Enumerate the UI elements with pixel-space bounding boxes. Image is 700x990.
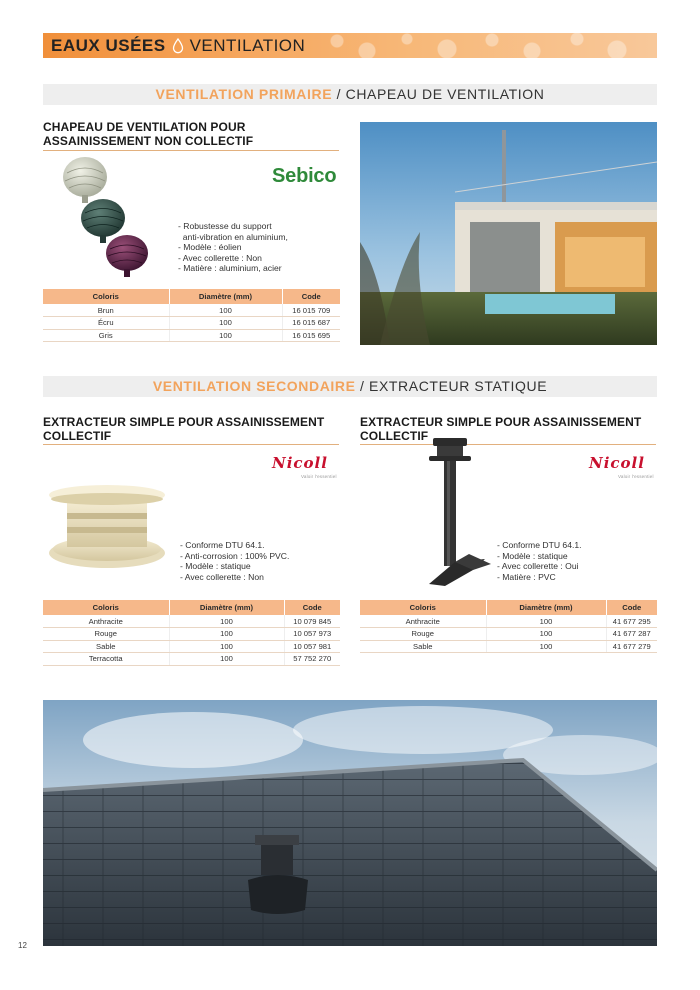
product1-features: - Robustesse du support anti-vibration en aluminium, - Modèle : éolien - Avec collerette : Non - Matière : aluminium, acier xyxy=(178,221,288,273)
cell-diametre: 100 xyxy=(169,317,282,330)
section-bar-secondary xyxy=(43,376,657,397)
col-coloris: Coloris xyxy=(360,600,486,615)
product2-table xyxy=(43,600,340,666)
cell-diametre: 100 xyxy=(486,615,606,628)
cell-coloris: Rouge xyxy=(43,628,169,641)
cell-diametre: 100 xyxy=(169,640,284,653)
product2-image xyxy=(45,483,167,573)
product1-title-line1: CHAPEAU DE VENTILATION POUR xyxy=(43,120,246,134)
nicoll-logo: Nicoll xyxy=(272,454,328,472)
table-row xyxy=(43,628,340,641)
section-primary-rest: / CHAPEAU DE VENTILATION xyxy=(332,86,545,102)
cell-coloris: Terracotta xyxy=(43,653,169,666)
cell-code: 10 079 845 xyxy=(284,615,340,628)
cell-coloris: Brun xyxy=(43,304,169,317)
roof-photo-illustration xyxy=(43,700,657,946)
cell-diametre: 100 xyxy=(169,653,284,666)
header-title-light: VENTILATION xyxy=(189,36,306,55)
nicoll-tagline-2: Valoir l'essentiel xyxy=(618,474,654,479)
col-coloris: Coloris xyxy=(43,600,169,615)
product1-rule xyxy=(43,150,339,151)
page-header xyxy=(51,36,305,56)
table-row xyxy=(43,615,340,628)
roof-photo xyxy=(43,700,657,946)
product1-title-line2: ASSAINISSEMENT NON COLLECTIF xyxy=(43,134,254,148)
section-bar-primary xyxy=(43,84,657,105)
table-row xyxy=(43,329,340,342)
cell-code: 10 057 973 xyxy=(284,628,340,641)
product2-features: - Conforme DTU 64.1. - Anti-corrosion : 100% PVC. - Modèle : statique - Avec collerette : Non xyxy=(180,540,290,582)
cell-diametre: 100 xyxy=(169,628,284,641)
cell-code: 16 015 687 xyxy=(282,317,340,330)
turbine-green xyxy=(81,199,125,243)
cell-diametre: 100 xyxy=(486,628,606,641)
cell-code: 16 015 695 xyxy=(282,329,340,342)
cell-coloris: Gris xyxy=(43,329,169,342)
table-header-row xyxy=(360,600,657,615)
cell-coloris: Anthracite xyxy=(360,615,486,628)
cell-diametre: 100 xyxy=(169,615,284,628)
table-row xyxy=(360,615,657,628)
cell-diametre: 100 xyxy=(169,304,282,317)
product3-title-line1: EXTRACTEUR SIMPLE POUR ASSAINISSEMENT xyxy=(360,415,642,429)
header-band xyxy=(43,33,657,58)
section-secondary-accent: VENTILATION SECONDAIRE xyxy=(152,378,356,394)
product1-table xyxy=(43,289,340,342)
table-row xyxy=(43,653,340,666)
product3-title-line2: COLLECTIF xyxy=(360,429,429,443)
cell-code: 41 677 287 xyxy=(606,628,657,641)
table-row xyxy=(43,640,340,653)
col-coloris: Coloris xyxy=(43,289,169,304)
cell-coloris: Sable xyxy=(43,640,169,653)
cell-coloris: Rouge xyxy=(360,628,486,641)
section-secondary-rest: / EXTRACTEUR STATIQUE xyxy=(355,378,548,394)
product3-image xyxy=(425,434,505,599)
cell-code: 41 677 295 xyxy=(606,615,657,628)
product1-image xyxy=(55,155,160,280)
product2-title-line2: COLLECTIF xyxy=(43,429,112,443)
table-row xyxy=(360,640,657,653)
cell-code: 57 752 270 xyxy=(284,653,340,666)
turbine-purple xyxy=(106,235,148,277)
nicoll-tagline: Valoir l'essentiel xyxy=(301,474,337,479)
cell-coloris: Écru xyxy=(43,317,169,330)
table-row xyxy=(43,317,340,330)
product1-title xyxy=(43,120,253,148)
header-title-bold: EAUX USÉES xyxy=(51,36,166,55)
table-header-row xyxy=(43,600,340,615)
cell-code: 16 015 709 xyxy=(282,304,340,317)
cell-coloris: Sable xyxy=(360,640,486,653)
cell-diametre: 100 xyxy=(169,329,282,342)
product2-title-line1: EXTRACTEUR SIMPLE POUR ASSAINISSEMENT xyxy=(43,415,325,429)
col-code: Code xyxy=(284,600,340,615)
sebico-logo: Sebico xyxy=(272,165,337,187)
product3-rule xyxy=(360,444,656,445)
page-number: 12 xyxy=(18,941,27,950)
col-diametre: Diamètre (mm) xyxy=(169,289,282,304)
nicoll-logo-2: Nicoll xyxy=(589,454,645,472)
col-diametre: Diamètre (mm) xyxy=(169,600,284,615)
table-row xyxy=(360,628,657,641)
cell-coloris: Anthracite xyxy=(43,615,169,628)
header-pattern xyxy=(317,33,657,58)
product2-rule xyxy=(43,444,339,445)
product2-title xyxy=(43,415,324,443)
turbine-cream xyxy=(63,157,107,203)
col-diametre: Diamètre (mm) xyxy=(486,600,606,615)
house-photo xyxy=(360,122,657,345)
cell-diametre: 100 xyxy=(486,640,606,653)
product3-table xyxy=(360,600,657,653)
col-code: Code xyxy=(282,289,340,304)
house-photo-illustration xyxy=(360,122,657,345)
water-drop-icon xyxy=(172,38,184,54)
section-primary-accent: VENTILATION PRIMAIRE xyxy=(155,86,333,102)
cell-code: 41 677 279 xyxy=(606,640,657,653)
product3-features: - Conforme DTU 64.1. - Modèle : statique - Avec collerette : Oui - Matière : PVC xyxy=(497,540,582,582)
col-code: Code xyxy=(606,600,657,615)
table-row xyxy=(43,304,340,317)
cell-code: 10 057 981 xyxy=(284,640,340,653)
table-header-row xyxy=(43,289,340,304)
